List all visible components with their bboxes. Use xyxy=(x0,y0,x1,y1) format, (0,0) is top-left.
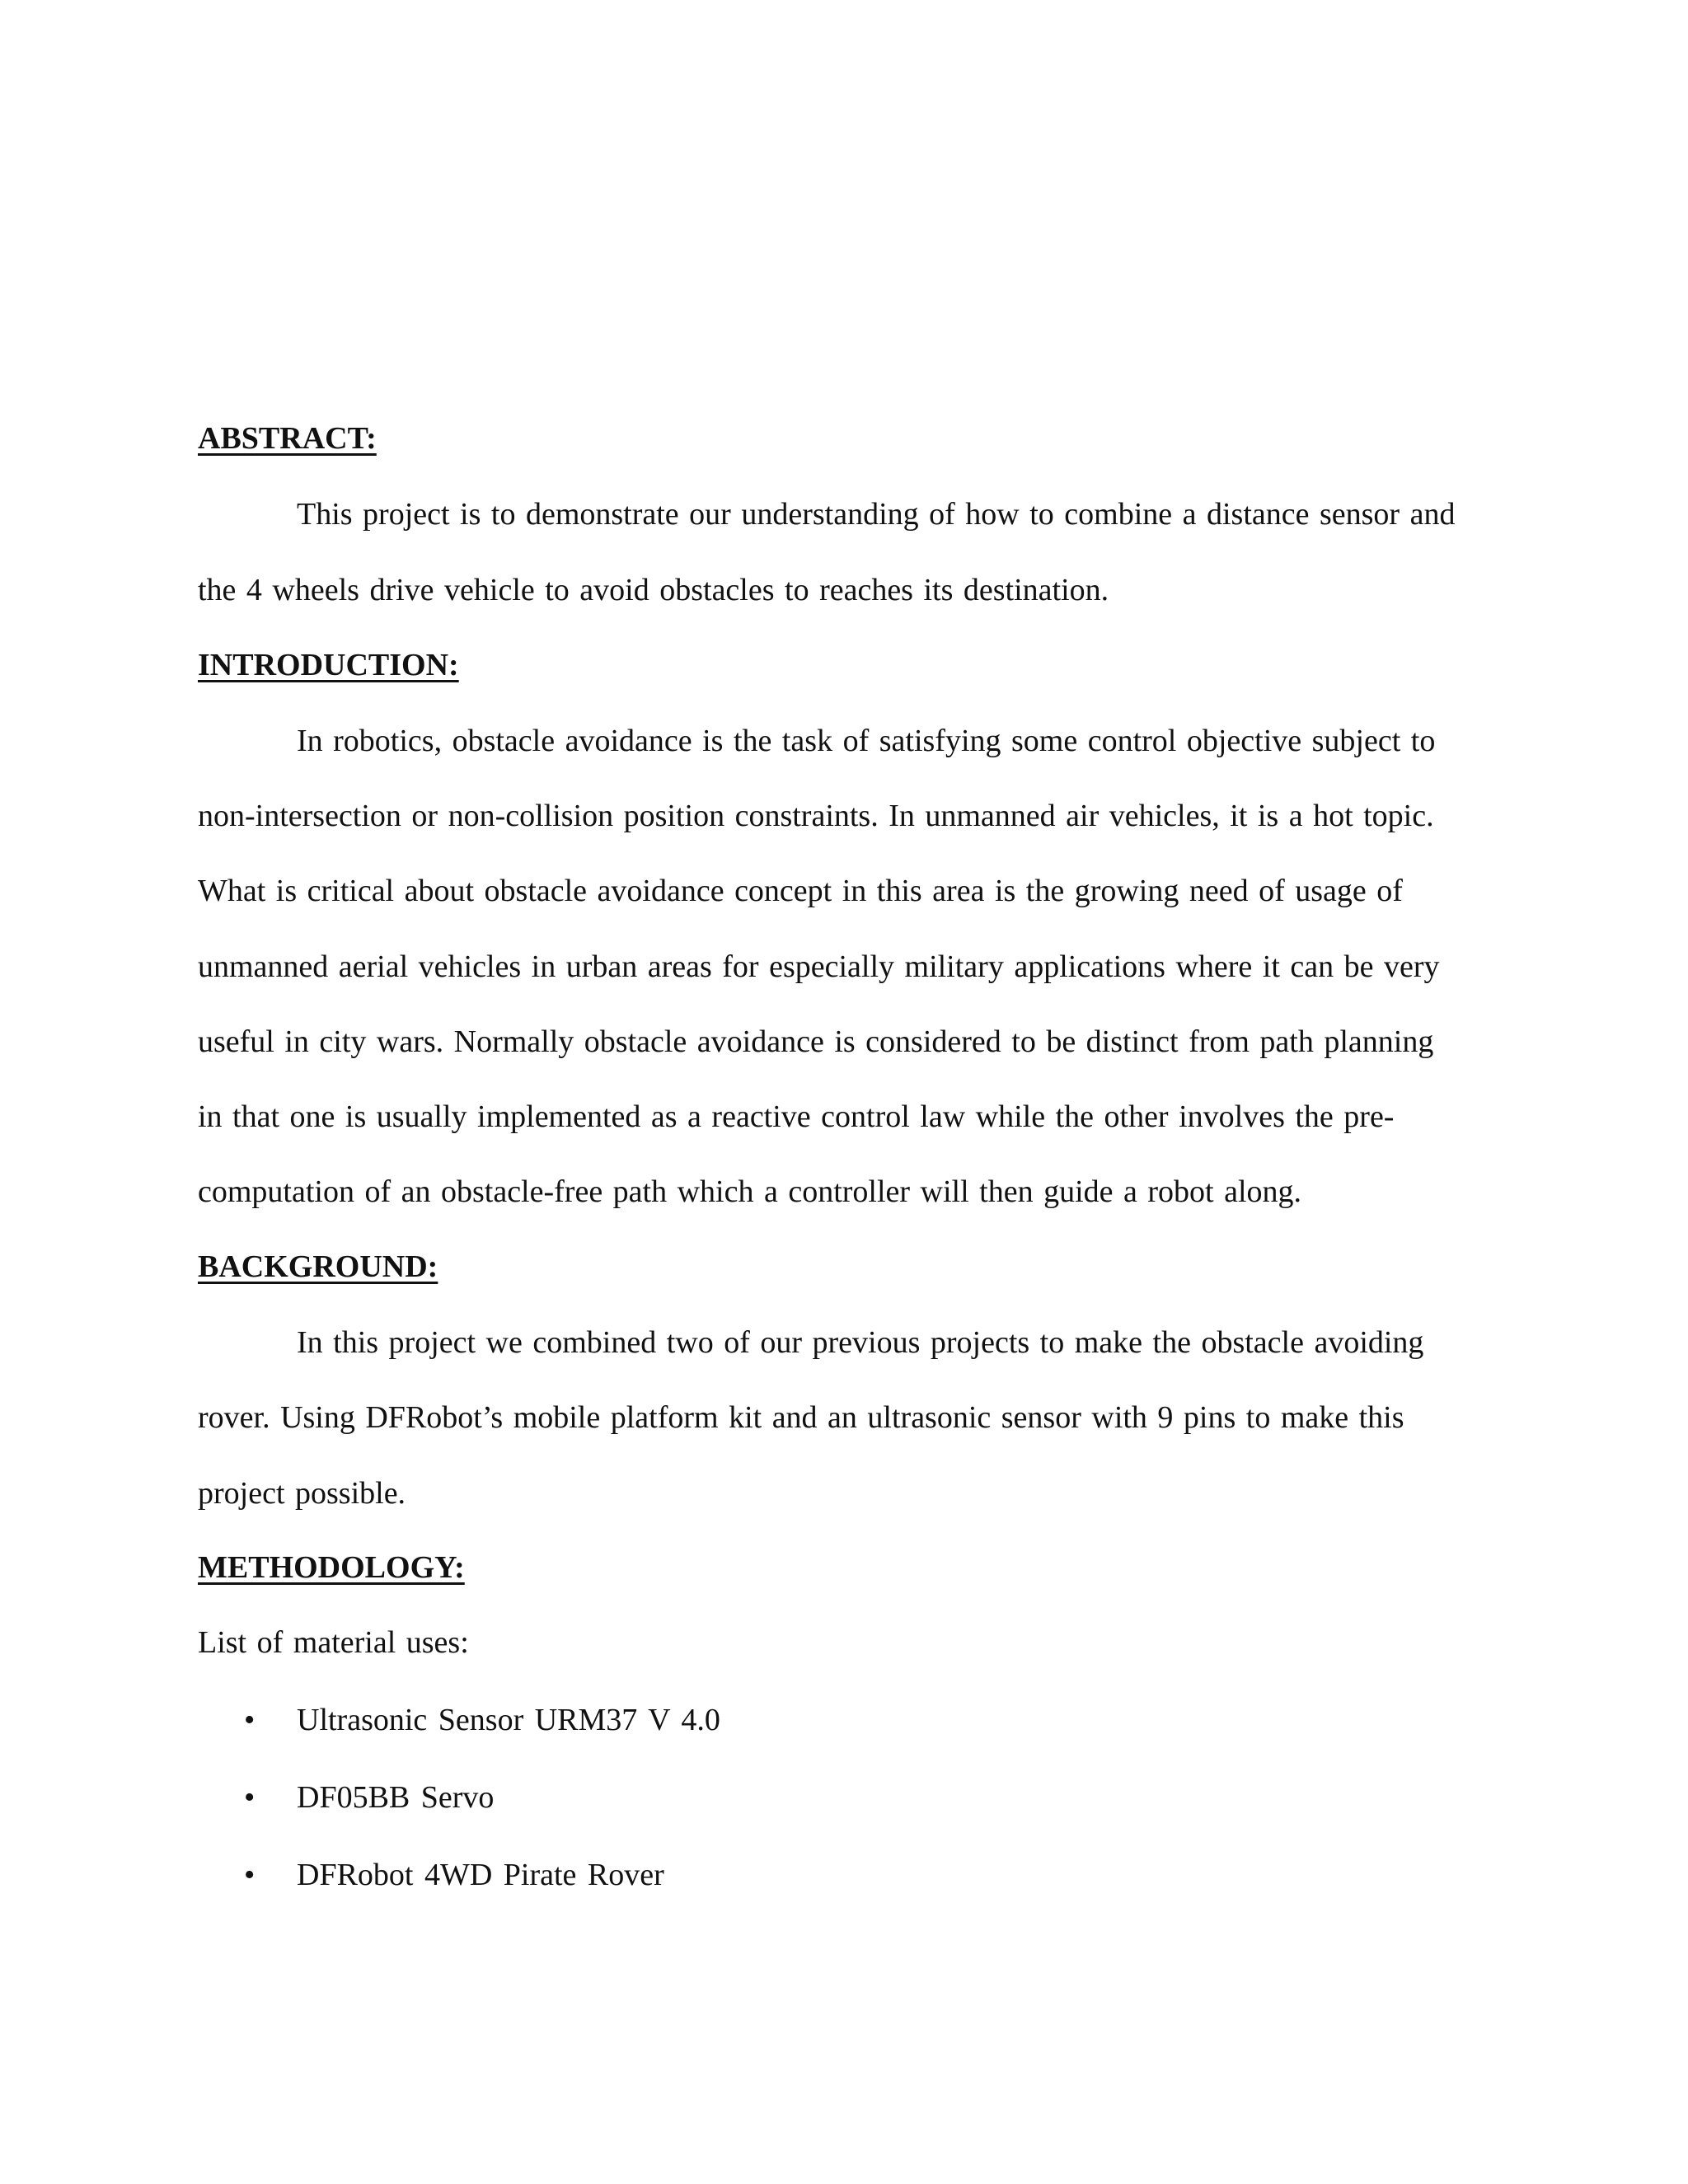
introduction-line-2: non-intersection or non-collision position constraints. In unmanned air vehicles, it is a hot topic. xyxy=(198,799,1434,833)
background-line-1: In this project we combined two of our previous projects to make the obstacle avoiding xyxy=(297,1325,1424,1360)
methodology-intro: List of material uses: xyxy=(198,1625,469,1660)
material-list-item: DFRobot 4WD Pirate Rover xyxy=(297,1858,664,1892)
bullet-icon: • xyxy=(244,1703,256,1737)
abstract-line-1: This project is to demonstrate our understanding of how to combine a distance sensor and xyxy=(297,497,1456,532)
introduction-line-6: in that one is usually implemented as a reactive control law while the other involves the pre- xyxy=(198,1099,1395,1134)
background-line-3: project possible. xyxy=(198,1476,406,1511)
material-list-item: Ultrasonic Sensor URM37 V 4.0 xyxy=(297,1703,720,1737)
introduction-line-5: useful in city wars. Normally obstacle avoidance is considered to be distinct from path planning xyxy=(198,1024,1434,1059)
introduction-heading: INTRODUCTION: xyxy=(198,648,459,682)
background-line-2: rover. Using DFRobot’s mobile platform kit and an ultrasonic sensor with 9 pins to make this xyxy=(198,1400,1404,1435)
introduction-line-7: computation of an obstacle-free path which a controller will then guide a robot along. xyxy=(198,1174,1302,1209)
bullet-icon: • xyxy=(244,1780,256,1815)
material-list-item: DF05BB Servo xyxy=(297,1780,495,1815)
bullet-icon: • xyxy=(244,1858,256,1892)
introduction-line-3: What is critical about obstacle avoidance concept in this area is the growing need of usage of xyxy=(198,874,1403,908)
methodology-heading: METHODOLOGY: xyxy=(198,1550,465,1585)
background-heading: BACKGROUND: xyxy=(198,1249,438,1284)
abstract-line-2: the 4 wheels drive vehicle to avoid obstacles to reaches its destination. xyxy=(198,573,1109,607)
abstract-heading: ABSTRACT: xyxy=(198,421,377,456)
introduction-line-1: In robotics, obstacle avoidance is the task of satisfying some control objective subject to xyxy=(297,724,1436,758)
introduction-line-4: unmanned aerial vehicles in urban areas for especially military applications where it can be very xyxy=(198,949,1440,984)
